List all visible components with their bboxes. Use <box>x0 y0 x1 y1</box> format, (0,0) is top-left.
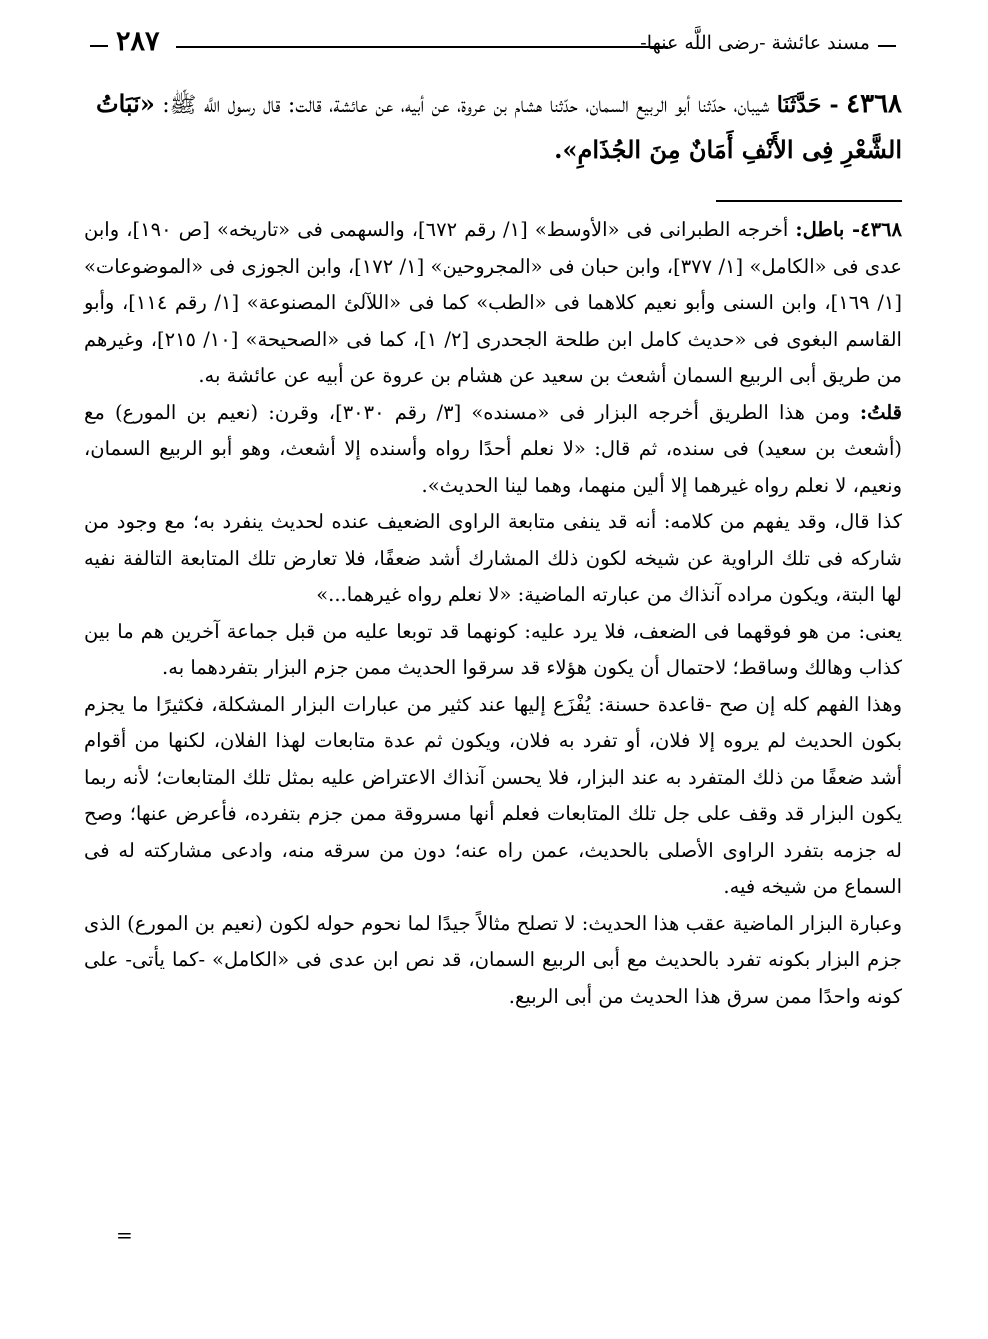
footnote-separator <box>716 200 902 202</box>
header-dash-left <box>90 45 108 47</box>
hadith-number: ٤٣٦٨ <box>846 89 903 119</box>
hadith-isnad: شيبان، حدّثنا أبو الربيع السمان، حدّثنا هشام بن عروة، عن أبيه، عن عائشة، قالت: قال رسول اللَّه ﷺ: <box>154 93 770 118</box>
page-header <box>90 26 896 66</box>
header-rule <box>176 46 668 48</box>
hadith-text <box>96 82 902 174</box>
takhrij-label: ٤٣٦٨- باطل: <box>795 218 902 241</box>
hadith-matn: «نَبَاتُ الشَّعْرِ فِى الأَنْفِ أَمَانٌ مِنَ الجُذَامِ». <box>96 89 902 164</box>
takhrij-text: أخرجه الطبرانى فى «الأوسط» [١/ رقم ٦٧٢]، والسهمى فى «تاريخه» [ص ١٩٠]، وابن عدى فى «الكامل» [١/ ٣٧٧]، وابن حبان فى «المجروحين» [١/ ١٧٢]، وابن الجوزى فى «الموضوعات» [١/ ١٦٩]، وابن السنى وأبو نعيم كلاهما فى «الطب» كما فى «اللآلئ المصنوعة» [١/ رقم ١١٤]، وأبو القاسم البغوى فى «حديث كامل ابن طلحة الجحدرى [٢/ ١]، كما فى «الصحيحة» [١٠/ ٢١٥]، وغيرهم من طريق أبى الربيع السمان أشعث بن سعيد عن هشام بن عروة عن أبيه عن عائشة به. <box>84 218 902 387</box>
header-dash-right <box>878 45 896 47</box>
takhrij-paragraph <box>84 212 902 395</box>
qultu-paragraph <box>84 395 902 505</box>
continuation-mark: = <box>116 1223 133 1247</box>
qultu-label: قلتُ: <box>859 400 902 424</box>
commentary <box>84 212 902 1015</box>
hadith-lead: - حَدَّثَنَا <box>776 92 839 118</box>
running-title: مسند عائشة -رضى اللَّه عنها- <box>640 32 870 54</box>
paragraph-4: يعنى: من هو فوقهما فى الضعف، فلا يرد عليه: كونهما قد توبعا عليه من قبل جماعة آخرين هم ما بين كذاب وهالك وساقط؛ لاحتمال أن يكون هؤلاء قد سرقوا الحديث ممن جزم البزار بتفردهما به. <box>84 619 902 679</box>
paragraph-6: وعبارة البزار الماضية عقب هذا الحديث: لا تصلح مثالاً جيدًا لما نحوم حوله لكون (نعيم بن المورع) الذى جزم البزار بكونه تفرد بالحديث مع أبى الربيع السمان، قد نص ابن عدى فى «الكامل» -كما يأتى- على كونه واحدًا ممن سرق هذا الحديث من أبى الربيع. <box>84 911 902 1008</box>
paragraph-3: كذا قال، وقد يفهم من كلامه: أنه قد ينفى متابعة الراوى الضعيف عنده لحديث ينفرد به؛ مع وجود من شاركه فى تلك الراوية عن شيخه لكون ذلك المشارك أشد ضعفًا، فلا تعارض تلك المتابعة التالفة نفيه لها البتة، ويكون مراده آنذاك من عبارته الماضية: «لا نعلم رواه غيرهما...» <box>84 510 902 606</box>
paragraph-5: وهذا الفهم كله إن صح -قاعدة حسنة: يُفْزَع إليها عند كثير من عبارات البزار المشكلة، فكثيرًا ما يجزم بكون الحديث لم يروه إلا فلان، أو تفرد به فلان، ويكون ثم عدة متابعات لهذا الفلان، لكنها من أقوام أشد ضعفًا من ذلك المتفرد به عند البزار، فلا يحسن آنذاك الاعتراض عليه بمثل تلك المتابعات؛ لأنه ربما يكون البزار قد وقف على جل تلك المتابعات فعلم أنها مسروقة ممن جزم بتفرده، فأعرض عنها؛ وصح له جزمه بتفرد الراوى الأصلى بالحديث، عمن راه عنه؛ دون من سرقه منه، وادعى مشاركته له فى السماع من شيخه فيه. <box>84 692 902 898</box>
page-number: ٢٨٧ <box>116 26 160 57</box>
qultu-text: ومن هذا الطريق أخرجه البزار فى «مسنده» [٣/ رقم ٣٠٣٠]، وقرن: (نعيم بن المورع) مع (أشعث بن سعيد) فى سنده، ثم قال: «لا نعلم أحدًا رواه وأسنده إلا أشعث، وهو أبو الربيع السمان، ونعيم، لا نعلم رواه غيرهما إلا ألين منهما، وهما لينا الحديث». <box>84 400 902 497</box>
